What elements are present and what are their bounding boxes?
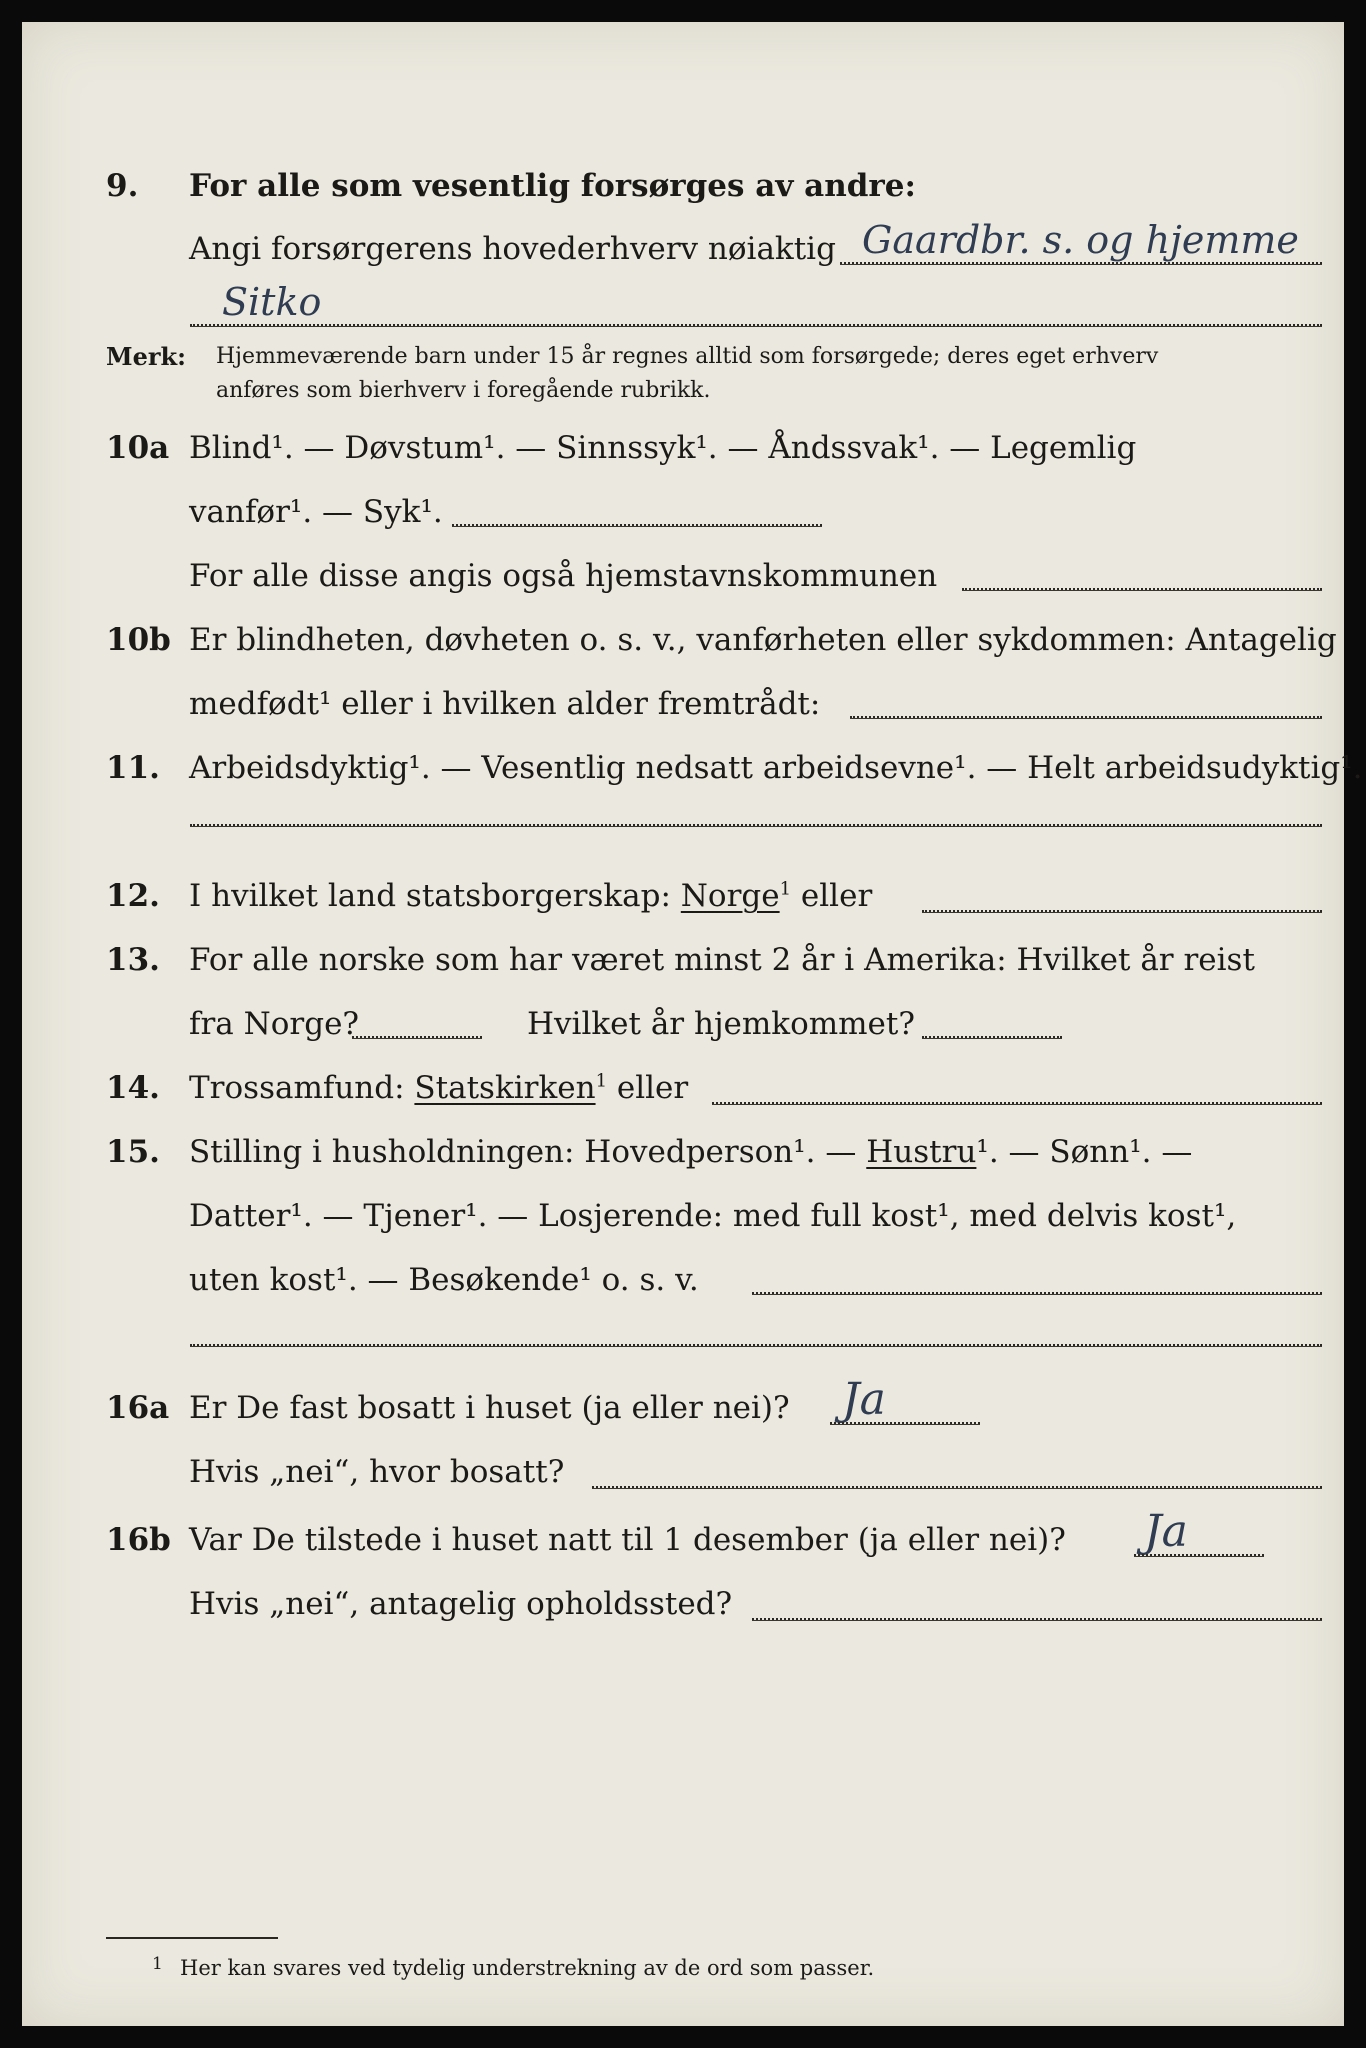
note-line: Hjemmeværende barn under 15 år regnes alltid som forsørgede; deres eget erhverv bbox=[216, 344, 1159, 369]
question-prefix: Stilling i husholdningen: Hovedperson¹. — bbox=[189, 1134, 857, 1170]
question-text: fra Norge? bbox=[189, 1006, 360, 1042]
underlined-choice[interactable]: Norge bbox=[680, 878, 780, 914]
note-line: anføres som bierhverv i foregående rubrikk. bbox=[216, 378, 711, 403]
question-text: Datter¹. — Tjener¹. — Losjerende: med full kost¹, med delvis kost¹, bbox=[189, 1198, 1237, 1234]
question-text bbox=[189, 1134, 1192, 1170]
footnote-mark: 1 bbox=[595, 1070, 608, 1092]
handwritten-answer: Ja bbox=[1144, 1506, 1188, 1557]
question-number: 14. bbox=[106, 1070, 160, 1106]
answer-line[interactable] bbox=[592, 1486, 1322, 1488]
answer-line[interactable] bbox=[752, 1618, 1322, 1620]
question-text: For alle disse angis også hjemstavnskommunen bbox=[189, 558, 938, 594]
question-prefix: Trossamfund: bbox=[189, 1070, 405, 1106]
answer-line[interactable] bbox=[830, 1422, 980, 1424]
question-text: For alle norske som har været minst 2 år i Amerika: Hvilket år reist bbox=[189, 942, 1255, 978]
question-text: Er De fast bosatt i huset (ja eller nei)? bbox=[189, 1390, 790, 1426]
answer-line[interactable] bbox=[452, 524, 822, 526]
handwritten-answer-cont: Sitko bbox=[222, 280, 322, 324]
footnote-marker: 1 bbox=[152, 1954, 163, 1974]
question-number: 16a bbox=[106, 1390, 170, 1426]
answer-line[interactable] bbox=[352, 1036, 482, 1038]
question-number: 10a bbox=[106, 430, 170, 466]
question-text: Hvilket år hjemkommet? bbox=[527, 1006, 915, 1042]
question-number: 13. bbox=[106, 942, 160, 978]
underlined-choice[interactable]: Hustru bbox=[866, 1134, 977, 1170]
question-prefix: I hvilket land statsborgerskap: bbox=[189, 878, 671, 914]
question-number: 9. bbox=[106, 168, 139, 204]
question-text: vanfør¹. — Syk¹. bbox=[189, 494, 443, 530]
answer-line[interactable] bbox=[922, 1036, 1062, 1038]
answer-line[interactable] bbox=[190, 1344, 1322, 1346]
question-suffix: ¹. — Sønn¹. — bbox=[976, 1134, 1193, 1170]
question-text bbox=[189, 878, 872, 914]
footnote-mark: 1 bbox=[779, 878, 792, 900]
question-text: medfødt¹ eller i hvilken alder fremtrådt: bbox=[189, 686, 821, 722]
question-number: 12. bbox=[106, 878, 160, 914]
answer-line[interactable] bbox=[922, 910, 1322, 912]
answer-line[interactable] bbox=[190, 824, 1322, 826]
note-label: Merk: bbox=[106, 342, 186, 371]
census-form-page bbox=[22, 22, 1363, 2026]
question-text: Er blindheten, døvheten o. s. v., vanførheten eller sykdommen: Antagelig bbox=[189, 622, 1337, 658]
question-number: 11. bbox=[106, 750, 160, 786]
answer-line[interactable] bbox=[850, 716, 1322, 718]
question-number: 10b bbox=[106, 622, 171, 658]
answer-line[interactable] bbox=[962, 588, 1322, 590]
handwritten-answer: Ja bbox=[842, 1374, 886, 1425]
question-text: Arbeidsdyktig¹. — Vesentlig nedsatt arbeidsevne¹. — Helt arbeidsudyktig¹. bbox=[189, 750, 1363, 786]
handwritten-answer: Gaardbr. s. og hjemme bbox=[862, 218, 1299, 262]
question-text: uten kost¹. — Besøkende¹ o. s. v. bbox=[189, 1262, 699, 1298]
answer-line[interactable] bbox=[840, 262, 1322, 264]
question-title: For alle som vesentlig forsørges av andre: bbox=[189, 168, 916, 204]
question-text: Hvis „nei“, antagelig opholdssted? bbox=[189, 1586, 733, 1622]
answer-line[interactable] bbox=[752, 1292, 1322, 1294]
question-number: 15. bbox=[106, 1134, 160, 1170]
question-suffix: eller bbox=[616, 1070, 689, 1106]
answer-line-2[interactable] bbox=[190, 324, 1322, 326]
answer-line[interactable] bbox=[1134, 1554, 1264, 1556]
question-prompt: Angi forsørgerens hovederhverv nøiaktig bbox=[189, 231, 836, 267]
question-text bbox=[189, 1070, 688, 1106]
question-suffix: eller bbox=[800, 878, 873, 914]
question-text: Var De tilstede i huset natt til 1 desember (ja eller nei)? bbox=[189, 1522, 1066, 1558]
footnote-divider bbox=[106, 1937, 278, 1939]
answer-line[interactable] bbox=[712, 1102, 1322, 1104]
footnote-text: Her kan svares ved tydelig understrekning av de ord som passer. bbox=[180, 1956, 875, 1980]
question-number: 16b bbox=[106, 1522, 171, 1558]
question-text: Blind¹. — Døvstum¹. — Sinnssyk¹. — Åndssvak¹. — Legemlig bbox=[189, 430, 1137, 466]
question-text: Hvis „nei“, hvor bosatt? bbox=[189, 1454, 565, 1490]
underlined-choice[interactable]: Statskirken bbox=[414, 1070, 596, 1106]
